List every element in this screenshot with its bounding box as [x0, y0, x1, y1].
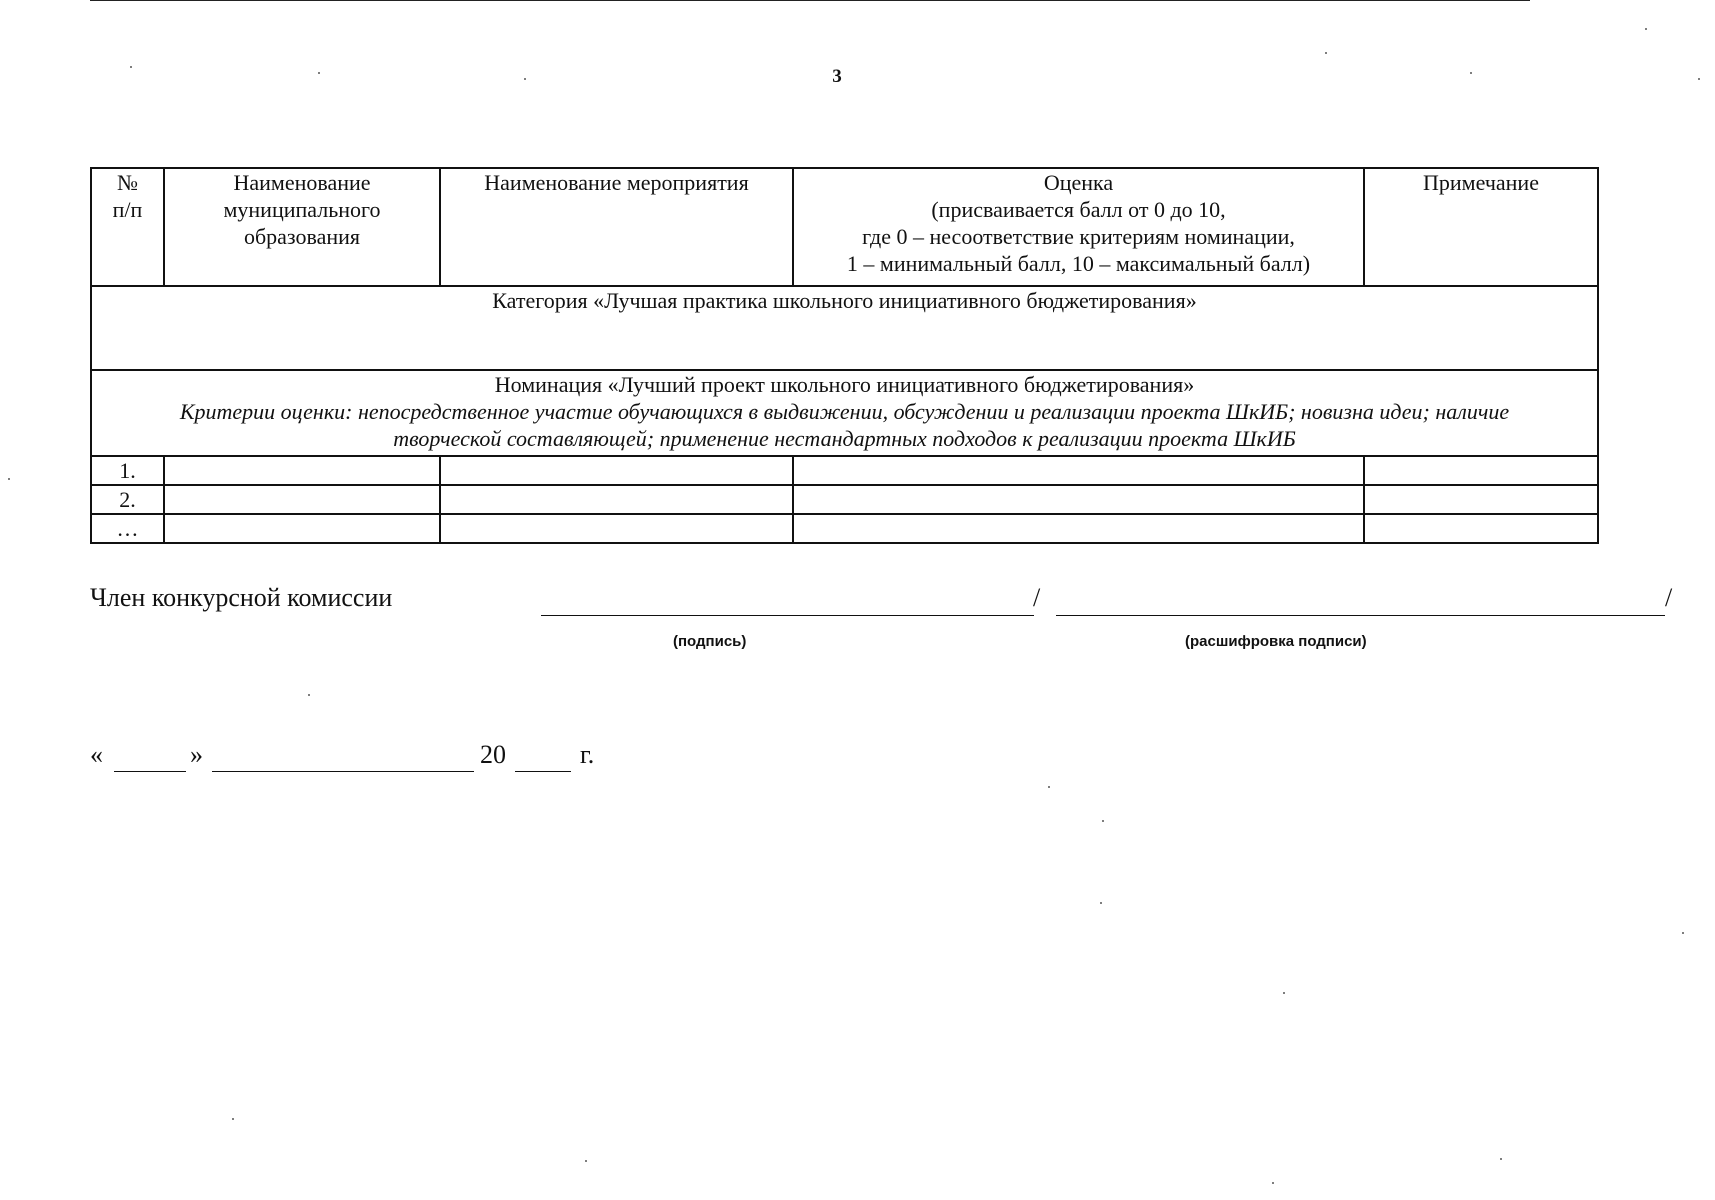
date-century: 20 — [480, 740, 506, 769]
date-close-quote: » — [190, 740, 203, 769]
scan-speck — [130, 66, 132, 68]
signature-end-separator: / — [1665, 583, 1673, 612]
header-num-label: № п/п — [112, 170, 143, 222]
date-year-blank[interactable] — [515, 771, 571, 772]
table-row — [91, 485, 1598, 514]
signature-decoding-line[interactable] — [1056, 615, 1665, 616]
scan-speck — [1100, 902, 1102, 904]
date-year-suffix: г. — [580, 740, 595, 769]
row-note-cell[interactable] — [1364, 485, 1598, 514]
signature-caption: (подпись) — [673, 633, 747, 650]
header-municipality — [164, 168, 440, 286]
table-header-row — [91, 168, 1598, 286]
category-cell: Категория «Лучшая практика школьного инициативного бюджетирования» — [91, 286, 1598, 370]
row-number: 1. — [91, 456, 164, 485]
scan-speck — [1500, 1158, 1502, 1160]
row-score-cell[interactable] — [793, 456, 1364, 485]
header-note — [1364, 168, 1598, 286]
nomination-row — [91, 370, 1598, 456]
header-score-line1: (присваивается балл от 0 до 10, — [931, 197, 1226, 222]
scan-speck — [1048, 786, 1050, 788]
scan-speck — [232, 1118, 234, 1120]
scan-speck — [318, 72, 320, 74]
row-event-cell[interactable] — [440, 456, 793, 485]
signature-label: Член конкурсной комиссии — [90, 583, 393, 612]
scan-speck — [308, 694, 310, 696]
header-num — [91, 168, 164, 286]
header-score-line3: 1 – минимальный балл, 10 – максимальный балл) — [846, 251, 1311, 276]
row-event-cell[interactable] — [440, 514, 793, 543]
date-month-blank[interactable] — [212, 771, 474, 772]
scan-speck — [1682, 932, 1684, 934]
evaluation-table — [90, 167, 1599, 544]
row-municipality-cell[interactable] — [164, 456, 440, 485]
row-municipality-cell[interactable] — [164, 514, 440, 543]
scan-speck — [1102, 820, 1104, 822]
table-row — [91, 514, 1598, 543]
scan-speck — [1470, 72, 1472, 74]
signature-separator: / — [1033, 583, 1041, 612]
row-note-cell[interactable] — [1364, 456, 1598, 485]
category-row — [91, 286, 1598, 370]
nomination-title: Номинация «Лучший проект школьного инициативного бюджетирования» — [494, 372, 1195, 397]
signature-line[interactable] — [541, 615, 1034, 616]
top-rule — [90, 0, 1530, 1]
row-score-cell[interactable] — [793, 514, 1364, 543]
scan-speck — [1272, 1182, 1274, 1184]
scan-speck — [1645, 28, 1647, 30]
header-municipality-label: Наименование муниципального образования — [223, 170, 381, 249]
date-day-blank[interactable] — [114, 771, 186, 772]
header-note-label: Примечание — [1423, 170, 1539, 195]
scan-speck — [1698, 78, 1700, 80]
scan-speck — [8, 478, 10, 480]
date-line — [90, 740, 690, 780]
page-number: 3 — [832, 66, 842, 87]
date-open-quote: « — [90, 740, 103, 769]
row-number: … — [91, 514, 164, 543]
header-event-label: Наименование мероприятия — [484, 170, 749, 195]
scan-speck — [524, 78, 526, 80]
header-event — [440, 168, 793, 286]
header-score — [793, 168, 1364, 286]
scan-speck — [1283, 992, 1285, 994]
signature-decoding-caption: (расшифровка подписи) — [1185, 633, 1367, 650]
nomination-cell — [91, 370, 1598, 456]
table-row — [91, 456, 1598, 485]
signature-block — [90, 583, 1673, 653]
row-note-cell[interactable] — [1364, 514, 1598, 543]
row-event-cell[interactable] — [440, 485, 793, 514]
row-municipality-cell[interactable] — [164, 485, 440, 514]
row-score-cell[interactable] — [793, 485, 1364, 514]
scan-speck — [585, 1160, 587, 1162]
scan-speck — [1325, 52, 1327, 54]
header-score-line2: где 0 – несоответствие критериям номинации, — [862, 224, 1295, 249]
criteria-text: Критерии оценки: непосредственное участие обучающихся в выдвижении, обсуждении и реализации проекта ШкИБ; новизна идеи; наличие творческой составляющей; применение нестандартных подходов к реализации проекта ШкИБ — [179, 399, 1510, 451]
header-score-title: Оценка — [1043, 170, 1114, 195]
row-number: 2. — [91, 485, 164, 514]
